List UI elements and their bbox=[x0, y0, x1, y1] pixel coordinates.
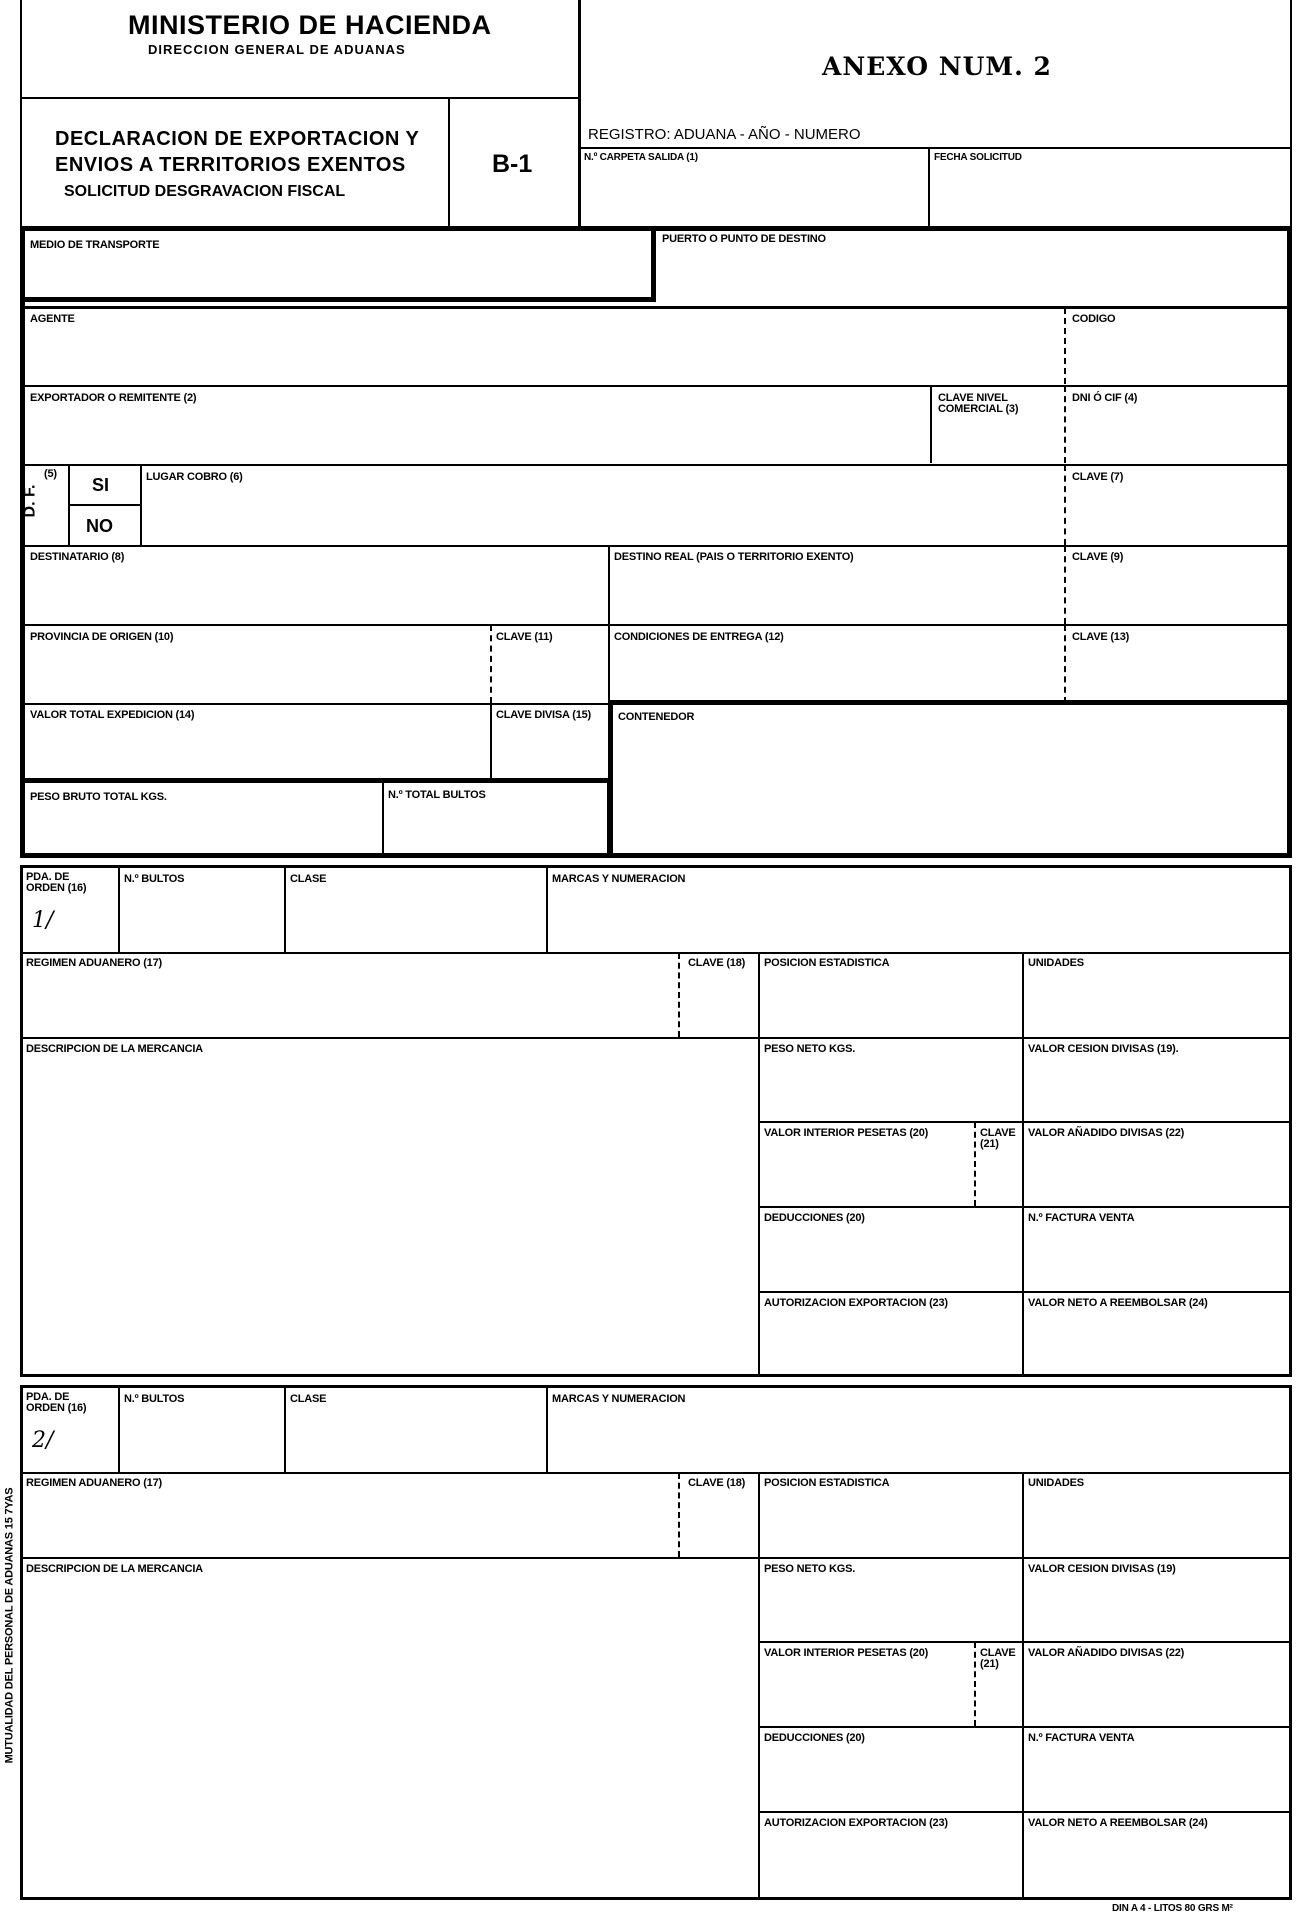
item2-v3 bbox=[546, 1388, 548, 1472]
item2-h2 bbox=[20, 1557, 1292, 1559]
clave-nivel-divider bbox=[930, 386, 932, 463]
row-line-5 bbox=[20, 624, 1292, 626]
item1-descripcion-field[interactable] bbox=[26, 1062, 752, 1370]
item1-marcas-label: MARCAS Y NUMERACION bbox=[552, 873, 686, 885]
header-hline bbox=[20, 97, 580, 99]
item2-regimen-label: REGIMEN ADUANERO (17) bbox=[26, 1477, 162, 1489]
item1-unidades-label: UNIDADES bbox=[1028, 957, 1084, 969]
print-info: DIN A 4 - LITOS 80 GRS M² bbox=[1112, 1903, 1233, 1914]
item2-unidades-label: UNIDADES bbox=[1028, 1477, 1084, 1489]
directorate-title: DIRECCION GENERAL DE ADUANAS bbox=[148, 42, 406, 57]
item1-h3 bbox=[758, 1121, 1292, 1123]
item1-valor-neto-label: VALOR NETO A REEMBOLSAR (24) bbox=[1028, 1297, 1208, 1309]
destino-real-field[interactable] bbox=[614, 568, 1058, 620]
dni-field[interactable] bbox=[1070, 410, 1284, 460]
lugar-cobro-label: LUGAR COBRO (6) bbox=[146, 471, 243, 483]
item2-marcas-field[interactable] bbox=[552, 1410, 1284, 1468]
item2-clave21-label: CLAVE (21) bbox=[980, 1647, 1016, 1670]
clave7-divider bbox=[1064, 465, 1066, 545]
item1-valor-anadido-label: VALOR AÑADIDO DIVISAS (22) bbox=[1028, 1127, 1185, 1139]
condiciones-divider bbox=[608, 625, 610, 703]
item1-number: 1/ bbox=[32, 908, 54, 933]
total-bultos-label: N.º TOTAL BULTOS bbox=[388, 789, 486, 801]
fecha-label: FECHA SOLICITUD bbox=[934, 152, 1022, 163]
side-imprint: MUTUALIDAD DEL PERSONAL DE ADUANAS 15 7YAS bbox=[3, 1487, 16, 1764]
item2-clase-label: CLASE bbox=[290, 1393, 327, 1405]
item2-descripcion-field[interactable] bbox=[26, 1582, 752, 1892]
destinatario-label: DESTINATARIO (8) bbox=[30, 551, 125, 563]
item2-v4 bbox=[758, 1473, 760, 1900]
item1-descripcion-label: DESCRIPCION DE LA MERCANCIA bbox=[26, 1043, 203, 1055]
item1-v3 bbox=[546, 868, 548, 952]
codigo-divider bbox=[1064, 308, 1066, 384]
item1-pda-label: PDA. DE ORDEN (16) bbox=[26, 871, 87, 894]
item2-h5 bbox=[758, 1811, 1292, 1813]
destino-real-divider bbox=[608, 546, 610, 624]
form-code: B-1 bbox=[492, 150, 533, 178]
item1-v1 bbox=[118, 868, 120, 952]
contenedor-box[interactable] bbox=[608, 700, 1292, 858]
item2-bultos-label: N.º BULTOS bbox=[124, 1393, 185, 1405]
dni-label: DNI Ó CIF (4) bbox=[1072, 392, 1138, 404]
annex-number: ANEXO NUM. 2 bbox=[822, 52, 1052, 81]
item2-valor-interior-label: VALOR INTERIOR PESETAS (20) bbox=[764, 1647, 929, 1659]
df-number: (5) bbox=[44, 468, 57, 480]
registro-label: REGISTRO: ADUANA - AÑO - NUMERO bbox=[588, 126, 861, 143]
item1-clave21-label: CLAVE (21) bbox=[980, 1127, 1016, 1150]
item2-h3 bbox=[758, 1641, 1292, 1643]
item1-posicion-label: POSICION ESTADISTICA bbox=[764, 957, 890, 969]
item2-deducciones-label: DEDUCCIONES (20) bbox=[764, 1732, 865, 1744]
item1-h5 bbox=[758, 1291, 1292, 1293]
medio-transporte-box[interactable] bbox=[20, 226, 656, 302]
clave13-label: CLAVE (13) bbox=[1072, 631, 1130, 643]
item2-valor-neto-label: VALOR NETO A REEMBOLSAR (24) bbox=[1028, 1817, 1208, 1829]
clave9-divider bbox=[1064, 546, 1066, 624]
item2-number: 2/ bbox=[32, 1428, 54, 1453]
item1-clase-label: CLASE bbox=[290, 873, 327, 885]
item1-autorizacion-label: AUTORIZACION EXPORTACION (23) bbox=[764, 1297, 948, 1309]
registro-hline bbox=[580, 147, 1292, 149]
provincia-label: PROVINCIA DE ORIGEN (10) bbox=[30, 631, 174, 643]
form-title-line1: DECLARACION DE EXPORTACION Y bbox=[55, 128, 420, 150]
item1-valor-cesion-label: VALOR CESION DIVISAS (19). bbox=[1028, 1043, 1179, 1055]
carpeta-label: N.º CARPETA SALIDA (1) bbox=[584, 152, 698, 163]
exportador-field[interactable] bbox=[26, 410, 924, 460]
agente-label: AGENTE bbox=[30, 313, 75, 325]
provincia-field[interactable] bbox=[26, 648, 484, 700]
carpeta-field[interactable] bbox=[584, 166, 924, 224]
item1-valor-interior-label: VALOR INTERIOR PESETAS (20) bbox=[764, 1127, 929, 1139]
destinatario-field[interactable] bbox=[26, 568, 602, 620]
clave9-label: CLAVE (9) bbox=[1072, 551, 1124, 563]
item1-factura-label: N.º FACTURA VENTA bbox=[1028, 1212, 1135, 1224]
clave11-label: CLAVE (11) bbox=[496, 631, 553, 643]
fecha-divider bbox=[928, 147, 930, 228]
peso-total-field[interactable] bbox=[28, 806, 376, 850]
item1-regimen-label: REGIMEN ADUANERO (17) bbox=[26, 957, 162, 969]
si-option[interactable]: SI bbox=[92, 475, 110, 495]
item2-clave18-label: CLAVE (18) bbox=[688, 1477, 746, 1489]
exportador-label: EXPORTADOR O REMITENTE (2) bbox=[30, 392, 197, 404]
item2-h4 bbox=[758, 1726, 1292, 1728]
valor-total-field[interactable] bbox=[26, 726, 484, 776]
total-bultos-divider bbox=[382, 783, 384, 853]
sino-hline bbox=[68, 504, 140, 506]
item1-v5 bbox=[1022, 953, 1024, 1377]
ministry-title: MINISTERIO DE HACIENDA bbox=[128, 10, 492, 40]
medio-transporte-label: MEDIO DE TRANSPORTE bbox=[30, 239, 160, 251]
fecha-field[interactable] bbox=[934, 166, 1286, 224]
item1-clave18-label: CLAVE (18) bbox=[688, 957, 746, 969]
item1-clave18-divider bbox=[678, 953, 680, 1037]
item1-deducciones-label: DEDUCCIONES (20) bbox=[764, 1212, 865, 1224]
item2-v2 bbox=[284, 1388, 286, 1472]
item1-marcas-field[interactable] bbox=[552, 890, 1284, 948]
item2-valor-cesion-label: VALOR CESION DIVISAS (19) bbox=[1028, 1563, 1176, 1575]
item1-h1 bbox=[20, 952, 1292, 954]
item2-v5 bbox=[1022, 1473, 1024, 1900]
item2-descripcion-label: DESCRIPCION DE LA MERCANCIA bbox=[26, 1563, 203, 1575]
clave-divisa-label: CLAVE DIVISA (15) bbox=[496, 709, 592, 721]
dni-divider bbox=[1064, 386, 1066, 463]
item2-regimen-field[interactable] bbox=[26, 1494, 672, 1552]
form-title-line2: ENVIOS A TERRITORIOS EXENTOS bbox=[55, 154, 406, 176]
form-code-divider bbox=[448, 97, 450, 228]
header-divider bbox=[578, 0, 581, 228]
item2-valor-anadido-label: VALOR AÑADIDO DIVISAS (22) bbox=[1028, 1647, 1185, 1659]
row-line-1 bbox=[20, 306, 1292, 309]
lugar-cobro-field[interactable] bbox=[146, 488, 1058, 542]
codigo-field[interactable] bbox=[1070, 328, 1284, 380]
contenedor-label: CONTENEDOR bbox=[618, 711, 695, 723]
item1-clave21-divider bbox=[974, 1122, 976, 1206]
condiciones-label: CONDICIONES DE ENTREGA (12) bbox=[614, 631, 784, 643]
item2-clave21-divider bbox=[974, 1642, 976, 1726]
row-line-2 bbox=[20, 385, 1292, 387]
item2-peso-neto-label: PESO NETO KGS. bbox=[764, 1563, 856, 1575]
item1-h2 bbox=[20, 1037, 1292, 1039]
clave11-divider bbox=[490, 625, 492, 703]
clave7-label: CLAVE (7) bbox=[1072, 471, 1124, 483]
item2-clave18-divider bbox=[678, 1473, 680, 1557]
row-line-6 bbox=[20, 703, 610, 705]
df-label: D. F. bbox=[21, 484, 39, 518]
item1-peso-neto-label: PESO NETO KGS. bbox=[764, 1043, 856, 1055]
agente-field[interactable] bbox=[26, 328, 1058, 380]
item2-posicion-label: POSICION ESTADISTICA bbox=[764, 1477, 890, 1489]
row-line-4 bbox=[20, 545, 1292, 547]
item1-bultos-label: N.º BULTOS bbox=[124, 873, 185, 885]
puerto-destino-field[interactable] bbox=[660, 248, 1288, 300]
clave-nivel-label: CLAVE NIVEL COMERCIAL (3) bbox=[938, 392, 1019, 415]
item2-factura-label: N.º FACTURA VENTA bbox=[1028, 1732, 1135, 1744]
clave13-divider bbox=[1064, 625, 1066, 703]
item1-v2 bbox=[284, 868, 286, 952]
destino-real-label: DESTINO REAL (PAIS O TERRITORIO EXENTO) bbox=[614, 551, 854, 563]
form-subtitle: SOLICITUD DESGRAVACION FISCAL bbox=[64, 183, 346, 200]
valor-total-label: VALOR TOTAL EXPEDICION (14) bbox=[30, 709, 195, 721]
item2-marcas-label: MARCAS Y NUMERACION bbox=[552, 1393, 686, 1405]
item1-v4 bbox=[758, 953, 760, 1377]
peso-total-label: PESO BRUTO TOTAL KGS. bbox=[30, 791, 167, 803]
clave-divisa-divider bbox=[490, 704, 492, 780]
codigo-label: CODIGO bbox=[1072, 313, 1116, 325]
item2-autorizacion-label: AUTORIZACION EXPORTACION (23) bbox=[764, 1817, 948, 1829]
puerto-destino-label: PUERTO O PUNTO DE DESTINO bbox=[662, 233, 826, 245]
item2-h1 bbox=[20, 1472, 1292, 1474]
row-line-3 bbox=[20, 464, 1292, 466]
no-option[interactable]: NO bbox=[86, 516, 113, 536]
item1-regimen-field[interactable] bbox=[26, 974, 672, 1032]
total-bultos-field[interactable] bbox=[390, 806, 602, 850]
sino-divider bbox=[140, 465, 142, 545]
item2-v1 bbox=[118, 1388, 120, 1472]
condiciones-field[interactable] bbox=[614, 648, 1058, 700]
item1-h4 bbox=[758, 1206, 1292, 1208]
item2-pda-label: PDA. DE ORDEN (16) bbox=[26, 1391, 87, 1414]
